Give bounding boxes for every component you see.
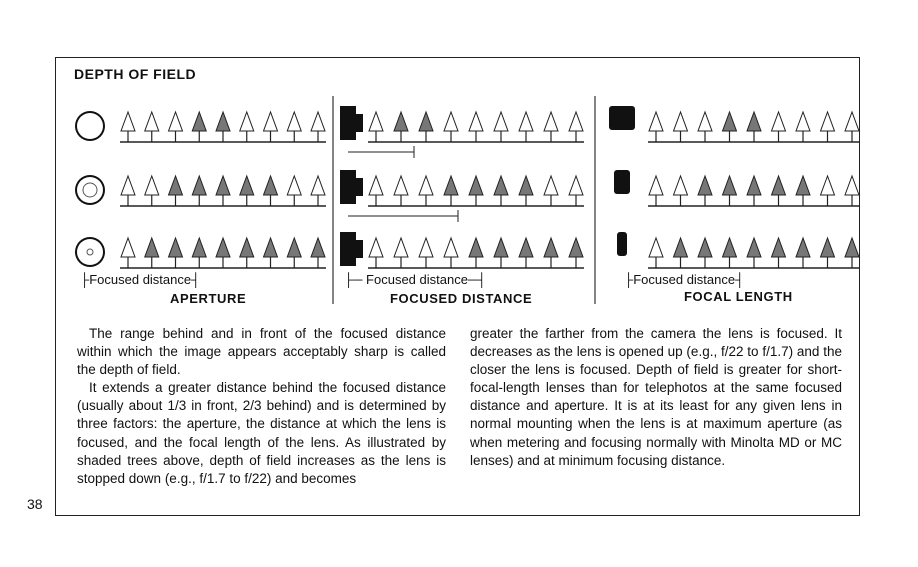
tree-icon	[369, 176, 383, 206]
lens-icon	[354, 114, 363, 132]
lens-icon	[609, 106, 635, 130]
tree-icon	[419, 238, 433, 268]
tree-icon	[821, 176, 835, 206]
tree-icon-shaded	[192, 176, 206, 206]
tree-icon-shaded	[444, 176, 458, 206]
tree-icon-shaded	[796, 238, 810, 268]
tree-icon	[544, 176, 558, 206]
tree-icon-shaded	[698, 176, 712, 206]
aperture-hole	[87, 249, 93, 255]
tree-icon	[821, 112, 835, 142]
lens-icon	[354, 178, 363, 196]
lens-icon	[614, 170, 630, 194]
tree-icon-shaded	[772, 238, 786, 268]
tree-icon-shaded	[311, 238, 325, 268]
tree-icon	[369, 112, 383, 142]
tree-icon	[145, 112, 159, 142]
tree-icon	[169, 112, 183, 142]
tree-icon	[519, 112, 533, 142]
tree-icon	[845, 112, 859, 142]
tree-icon	[394, 238, 408, 268]
tree-icon	[444, 112, 458, 142]
tree-icon-shaded	[723, 112, 737, 142]
tree-icon	[796, 112, 810, 142]
tree-icon-shaded	[772, 176, 786, 206]
tree-icon	[494, 112, 508, 142]
tree-icon	[311, 176, 325, 206]
tree-icon-shaded	[216, 112, 230, 142]
tree-icon	[544, 112, 558, 142]
caption-focused-distance: FOCUSED DISTANCE	[390, 291, 533, 306]
tree-icon-shaded	[192, 112, 206, 142]
focused-distance-label-focal: ├Focused distance┤	[624, 272, 745, 287]
tree-icon	[240, 112, 254, 142]
tree-icon	[369, 238, 383, 268]
tree-icon	[569, 112, 583, 142]
tree-icon	[121, 176, 135, 206]
lens-icon	[354, 240, 363, 258]
tree-icon-shaded	[747, 238, 761, 268]
tree-icon-shaded	[747, 112, 761, 142]
tree-icon	[444, 238, 458, 268]
tree-icon-shaded	[145, 238, 159, 268]
tree-icon-shaded	[287, 238, 301, 268]
tree-icon-shaded	[394, 112, 408, 142]
body-column-right	[470, 325, 842, 470]
tree-icon-shaded	[192, 238, 206, 268]
tree-icon-shaded	[469, 176, 483, 206]
tree-icon	[649, 176, 663, 206]
page-title: DEPTH OF FIELD	[74, 66, 197, 82]
tree-icon-shaded	[494, 176, 508, 206]
tree-icon-shaded	[264, 176, 278, 206]
paragraph-2: It extends a greater distance behind the focused distance (usually about 1/3 in front, 2/3 behind) and is determined by three factors: the aperture, the distance at which the lens is focused, and the focal length of the lens. As illustrated by shaded trees above, depth of field increases as the lens is stopped down (e.g., f/1.7 to f/22) and becomes	[77, 380, 446, 486]
tree-icon	[145, 176, 159, 206]
tree-icon-shaded	[519, 238, 533, 268]
tree-icon-shaded	[169, 238, 183, 268]
tree-icon	[674, 112, 688, 142]
tree-icon-shaded	[240, 176, 254, 206]
tree-icon	[649, 238, 663, 268]
tree-icon-shaded	[169, 176, 183, 206]
tree-icon-shaded	[264, 238, 278, 268]
tree-icon-shaded	[216, 238, 230, 268]
tree-icon-shaded	[845, 238, 859, 268]
focused-distance-label-distance: ├─ Focused distance─┤	[344, 272, 487, 287]
tree-icon	[394, 176, 408, 206]
tree-icon-shaded	[796, 176, 810, 206]
tree-icon	[419, 176, 433, 206]
tree-icon-shaded	[519, 176, 533, 206]
tree-icon	[311, 112, 325, 142]
caption-aperture: APERTURE	[170, 291, 247, 306]
camera-icon	[340, 106, 356, 140]
tree-icon	[569, 176, 583, 206]
tree-icon	[845, 176, 859, 206]
body-column-left	[77, 325, 446, 488]
tree-icon-shaded	[674, 238, 688, 268]
paragraph-3: greater the farther from the camera the lens is focused. It decreases as the lens is opened up (e.g., f/22 to f/1.7) and the closer the lens is focused. Depth of field is greater for short-focal-length lenses than for telephotos at the same focused distance and aperture. It is at its least for any given lens in normal mounting when the lens is at maximum aperture (as when metering and focusing normally with Minolta MD or MC lenses) and at minimum focusing distance.	[470, 326, 842, 468]
tree-icon	[649, 112, 663, 142]
tree-icon-shaded	[723, 176, 737, 206]
tree-icon	[121, 112, 135, 142]
tree-icon-shaded	[723, 238, 737, 268]
tree-icon	[121, 238, 135, 268]
tree-icon	[469, 112, 483, 142]
lens-icon	[617, 232, 627, 256]
tree-icon-shaded	[240, 238, 254, 268]
camera-icon	[340, 232, 356, 266]
aperture-hole	[80, 116, 100, 136]
tree-icon-shaded	[569, 238, 583, 268]
tree-icon	[698, 112, 712, 142]
tree-icon-shaded	[747, 176, 761, 206]
tree-icon-shaded	[544, 238, 558, 268]
tree-icon-shaded	[698, 238, 712, 268]
tree-icon-shaded	[469, 238, 483, 268]
caption-focal-length: FOCAL LENGTH	[684, 289, 793, 304]
tree-icon	[287, 176, 301, 206]
aperture-hole	[83, 183, 97, 197]
tree-icon-shaded	[821, 238, 835, 268]
tree-icon-shaded	[419, 112, 433, 142]
tree-icon-shaded	[494, 238, 508, 268]
tree-icon-shaded	[216, 176, 230, 206]
page-number: 38	[27, 496, 43, 512]
focused-distance-label-aperture: ├Focused distance┤	[80, 272, 201, 287]
camera-icon	[340, 170, 356, 204]
tree-icon	[772, 112, 786, 142]
paragraph-1: The range behind and in front of the focused distance within which the image appears acceptably sharp is called the depth of field.	[77, 326, 446, 378]
tree-icon	[674, 176, 688, 206]
tree-icon	[287, 112, 301, 142]
tree-icon	[264, 112, 278, 142]
